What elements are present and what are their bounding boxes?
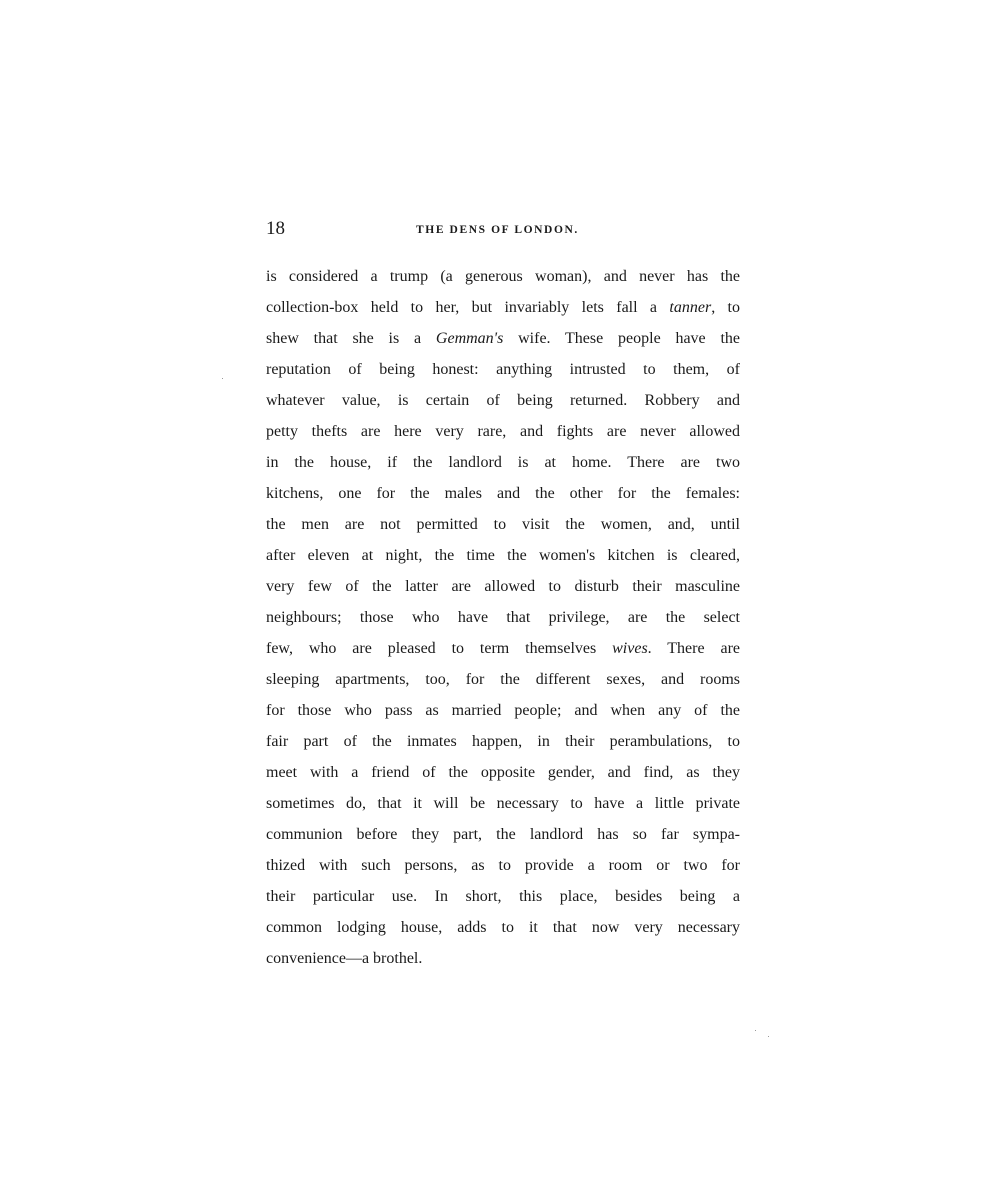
text-line: petty thefts are here very rare, and fights are never allowed (266, 423, 740, 440)
text-line: the men are not permitted to visit the women, and, until (266, 516, 740, 533)
text-line: shew that she is a Gemman's wife. These people have the (266, 330, 740, 347)
text-line: reputation of being honest: anything intrusted to them, of (266, 361, 740, 378)
text-line: in the house, if the landlord is at home. There are two (266, 454, 740, 471)
scan-speck (222, 378, 223, 379)
text-line: collection-box held to her, but invariably lets fall a tanner, to (266, 299, 740, 316)
text-line: few, who are pleased to term themselves wives. There are (266, 640, 741, 657)
body-text (266, 261, 740, 974)
running-head (266, 214, 740, 244)
text-line: sometimes do, that it will be necessary to have a little private (266, 795, 740, 812)
text-line: whatever value, is certain of being returned. Robbery and (266, 392, 740, 409)
text-line: for those who pass as married people; and when any of the (266, 702, 740, 719)
italic-word: wives (612, 640, 648, 657)
text-line: meet with a friend of the opposite gender, and find, as they (266, 764, 740, 781)
text-line: very few of the latter are allowed to disturb their masculine (266, 578, 740, 595)
scan-speck (755, 1030, 756, 1031)
text-line: fair part of the inmates happen, in their perambulations, to (266, 733, 740, 750)
text-line: convenience—a brothel. (266, 950, 423, 967)
text-line: after eleven at night, the time the women's kitchen is cleared, (266, 547, 740, 564)
text-line: sleeping apartments, too, for the different sexes, and rooms (266, 671, 740, 688)
running-title: THE DENS OF LONDON. (416, 224, 579, 236)
text-line: thized with such persons, as to provide a room or two for (266, 857, 740, 874)
text-line: is considered a trump (a generous woman), and never has the (266, 268, 740, 285)
scan-speck (768, 1036, 769, 1037)
text-line: neighbours; those who have that privilege, are the select (266, 609, 740, 626)
text-line: kitchens, one for the males and the other for the females: (266, 485, 740, 502)
page-number: 18 (266, 218, 285, 239)
italic-word: Gemman's (435, 330, 504, 347)
text-line: their particular use. In short, this place, besides being a (266, 888, 740, 905)
italic-word: tanner (669, 299, 712, 316)
text-line: common lodging house, adds to it that now very necessary (266, 919, 740, 936)
text-line: communion before they part, the landlord has so far sympa- (266, 826, 740, 843)
